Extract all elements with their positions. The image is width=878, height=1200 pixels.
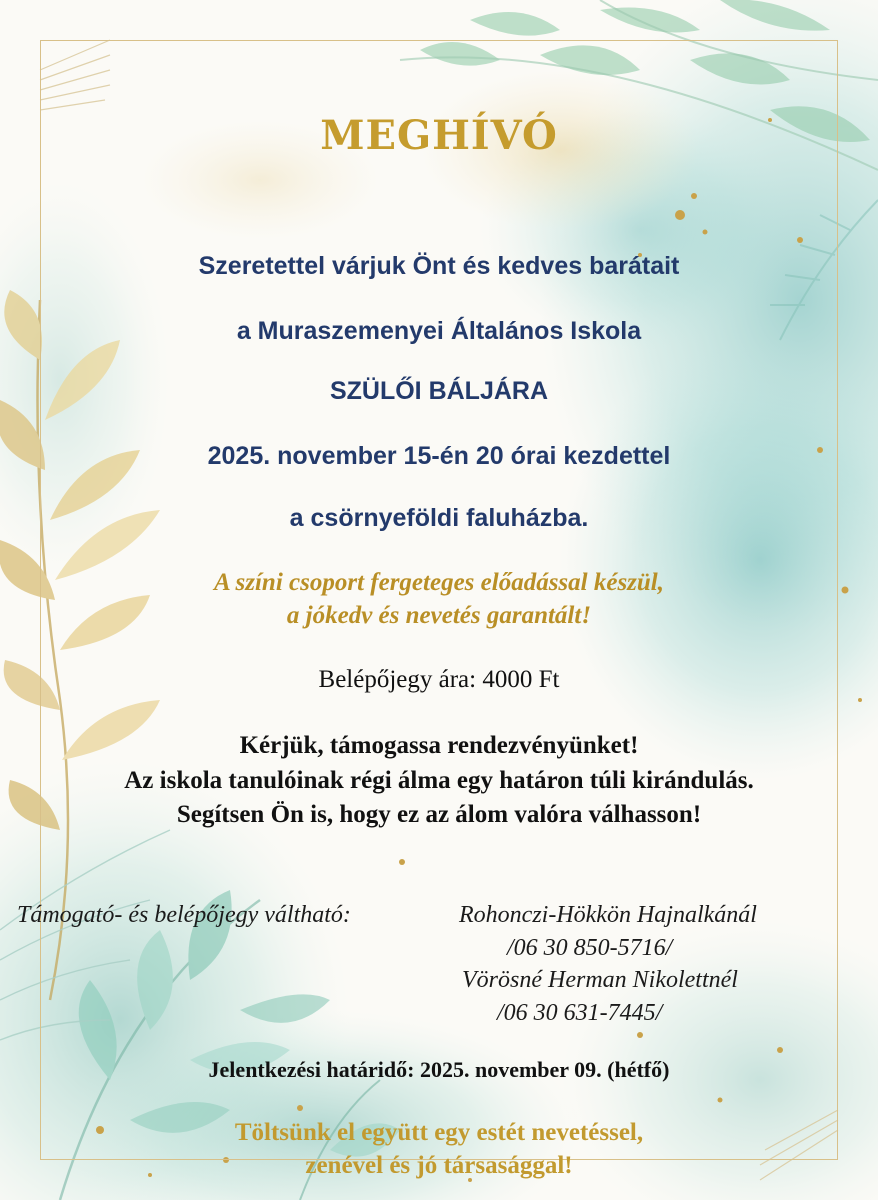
ticket-price: Belépőjegy ára: 4000 Ft [318, 666, 560, 693]
invitation-line: Szeretettel várjuk Önt és kedves barátait [198, 252, 680, 280]
event-venue-line: a csörnyeföldi faluházba. [289, 504, 589, 532]
support-line: Kérjük, támogassa rendezvényünket! [239, 732, 639, 759]
contact-person-phone: /06 30 850-5716/ [507, 935, 673, 961]
school-name-line: a Muraszemenyei Általános Iskola [236, 317, 642, 345]
contact-person-name: Vörösné Herman Nikolettnél [462, 967, 738, 993]
contact-label: Támogató- és belépőjegy váltható: [17, 902, 351, 928]
contact-person-phone: /06 30 631-7445/ [497, 1000, 663, 1026]
contact-person-name: Rohonczi-Hökkön Hajnalkánál [459, 902, 757, 928]
support-line: Az iskola tanulóinak régi álma egy határon túli kirándulás. [124, 767, 754, 794]
highlight-line: a jókedv és nevetés garantált! [286, 602, 592, 629]
closing-line: zenével és jó társasággal! [305, 1152, 573, 1179]
invitation-title: MEGHÍVÓ [320, 112, 558, 159]
event-name-line: SZÜLŐI BÁLJÁRA [329, 377, 549, 405]
support-line: Segítsen Ön is, hogy ez az álom valóra válhasson! [176, 801, 702, 828]
closing-line: Töltsünk el együtt egy estét nevetéssel, [234, 1119, 644, 1146]
event-datetime-line: 2025. november 15-én 20 órai kezdettel [207, 442, 671, 470]
registration-deadline: Jelentkezési határidő: 2025. november 09. (hétfő) [208, 1057, 670, 1082]
highlight-line: A színi csoport fergeteges előadással készül, [213, 569, 664, 596]
